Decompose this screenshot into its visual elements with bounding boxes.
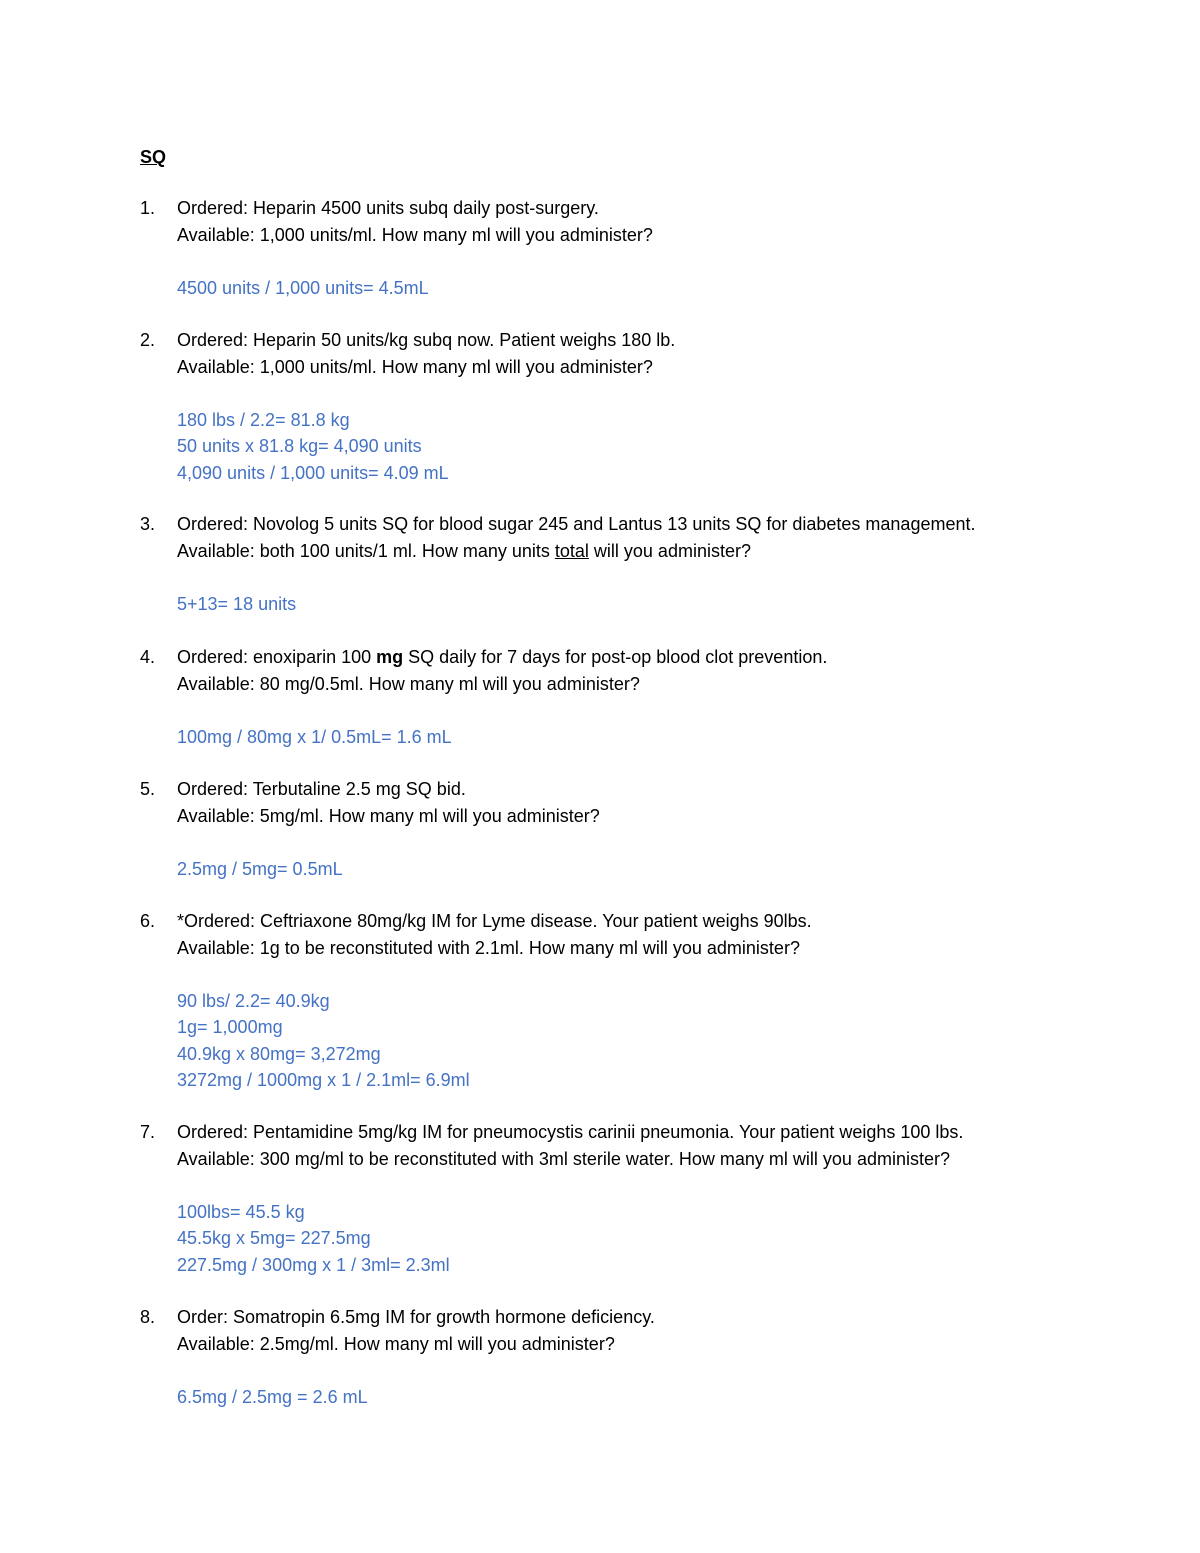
available-line: Available: 5mg/ml. How many ml will you administer? bbox=[177, 805, 600, 826]
answer-line: 5+13= 18 units bbox=[177, 593, 297, 614]
answer-line: 90 lbs/ 2.2= 40.9kg bbox=[177, 990, 330, 1011]
problem-item bbox=[140, 195, 1100, 301]
available-text: will you administer? bbox=[588, 540, 751, 561]
problem-number: 7. bbox=[140, 1122, 156, 1142]
problem-item bbox=[140, 1304, 1100, 1410]
problem-item bbox=[140, 1119, 1100, 1278]
problem-number: 3. bbox=[140, 514, 156, 534]
ordered-line: Order: Somatropin 6.5mg IM for growth hormone deficiency. bbox=[177, 1307, 655, 1327]
answer-line: 45.5kg x 5mg= 227.5mg bbox=[177, 1228, 371, 1248]
ordered-text: Ordered: enoxiparin 100 bbox=[177, 647, 377, 667]
ordered-text: SQ daily for 7 days for post-op blood clot prevention. bbox=[403, 647, 828, 667]
available-line: Available: 1g to be reconstituted with 2.1ml. How many ml will you administer? bbox=[177, 937, 800, 958]
available-line: Available: 2.5mg/ml. How many ml will you administer? bbox=[177, 1333, 615, 1354]
problem-number: 5. bbox=[140, 779, 156, 799]
answer-line: 3272mg / 1000mg x 1 / 2.1ml= 6.9ml bbox=[177, 1070, 470, 1090]
answer-line: 100mg / 80mg x 1/ 0.5mL= 1.6 mL bbox=[177, 726, 452, 747]
ordered-line: *Ordered: Ceftriaxone 80mg/kg IM for Lyme disease. Your patient weighs 90lbs. bbox=[177, 911, 812, 931]
available-text: Available: both 100 units/1 ml. How many units bbox=[177, 540, 555, 561]
ordered-line bbox=[177, 644, 1100, 671]
ordered-line: Ordered: Heparin 50 units/kg subq now. Patient weighs 180 lb. bbox=[177, 330, 676, 350]
answer-line: 1g= 1,000mg bbox=[177, 1017, 283, 1037]
problem-item bbox=[140, 644, 1100, 750]
available-line: Available: 1,000 units/ml. How many ml will you administer? bbox=[177, 224, 653, 245]
underlined-word: total bbox=[554, 540, 589, 561]
bold-unit: mg bbox=[376, 647, 404, 667]
problem-item bbox=[140, 327, 1100, 486]
problem-item bbox=[140, 511, 1100, 617]
problem-number: 2. bbox=[140, 330, 156, 350]
problem-item bbox=[140, 776, 1100, 882]
problem-number: 8. bbox=[140, 1307, 156, 1327]
ordered-line: Ordered: Pentamidine 5mg/kg IM for pneumocystis carinii pneumonia. Your patient weighs 100 lbs. bbox=[177, 1122, 964, 1142]
answer-line: 4,090 units / 1,000 units= 4.09 mL bbox=[177, 462, 449, 483]
ordered-line: Ordered: Heparin 4500 units subq daily post-surgery. bbox=[177, 198, 599, 218]
available-line: Available: 1,000 units/ml. How many ml will you administer? bbox=[177, 356, 653, 377]
section-heading: SQ bbox=[140, 147, 167, 167]
answer-line: 40.9kg x 80mg= 3,272mg bbox=[177, 1043, 381, 1064]
available-line: Available: 80 mg/0.5ml. How many ml will you administer? bbox=[177, 673, 640, 694]
answer-line: 2.5mg / 5mg= 0.5mL bbox=[177, 858, 343, 879]
answer-line: 50 units x 81.8 kg= 4,090 units bbox=[177, 436, 422, 456]
answer-line: 227.5mg / 300mg x 1 / 3ml= 2.3ml bbox=[177, 1254, 450, 1275]
answer-line: 6.5mg / 2.5mg = 2.6 mL bbox=[177, 1386, 368, 1407]
problem-number: 1. bbox=[140, 198, 156, 218]
answer-line: 4500 units / 1,000 units= 4.5mL bbox=[177, 277, 429, 298]
answer-line: 100lbs= 45.5 kg bbox=[177, 1201, 305, 1222]
available-line bbox=[177, 538, 1100, 565]
problem-number: 4. bbox=[140, 647, 156, 667]
ordered-line: Ordered: Terbutaline 2.5 mg SQ bid. bbox=[177, 779, 466, 799]
problem-number: 6. bbox=[140, 911, 156, 931]
ordered-line: Ordered: Novolog 5 units SQ for blood sugar 245 and Lantus 13 units SQ for diabetes management. bbox=[177, 514, 976, 534]
available-line: Available: 300 mg/ml to be reconstituted with 3ml sterile water. How many ml will you administer? bbox=[177, 1148, 950, 1169]
problem-item bbox=[140, 908, 1100, 1094]
answer-line: 180 lbs / 2.2= 81.8 kg bbox=[177, 409, 350, 430]
